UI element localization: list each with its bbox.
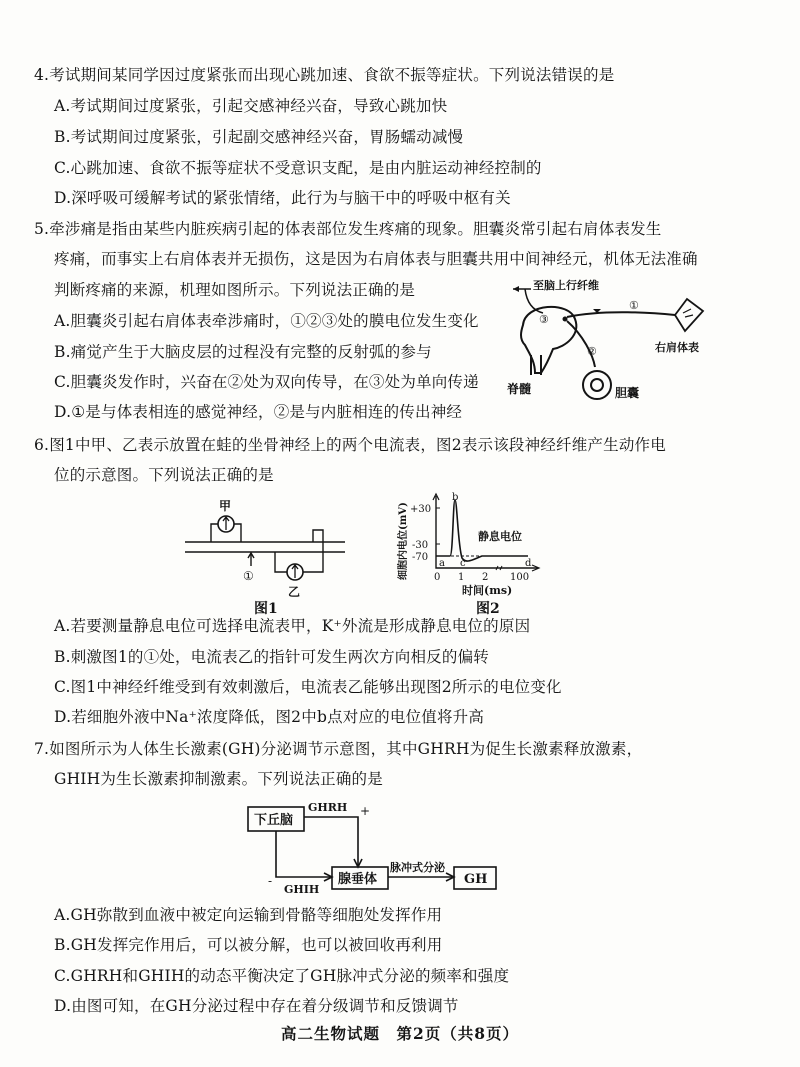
point-d: d xyxy=(525,558,532,569)
gh-label: GH xyxy=(464,872,488,887)
ghih-arrow xyxy=(276,831,330,877)
q5-stem-line-3: 判断疼痛的来源，机理如图所示。下列说法正确的是 xyxy=(54,281,416,299)
q4-option-c: C.心跳加速、食欲不振等症状不受意识支配，是由内脏运动神经控制的 xyxy=(54,159,542,177)
ghih-minus: - xyxy=(268,874,273,888)
shoulder-label: 右肩体表 xyxy=(655,341,699,354)
stim-mark: ① xyxy=(243,569,254,583)
q6-stem-line-1: 6.图1中甲、乙表示放置在蛙的坐骨神经上的两个电流表，图2表示该段神经纤维产生动作电 xyxy=(34,436,666,454)
pulse-label: 脉冲式分泌 xyxy=(390,861,445,874)
point-a: a xyxy=(439,558,445,569)
mark-3: ③ xyxy=(539,313,549,326)
ytick-minus30: -30 xyxy=(412,540,429,551)
gallbladder-outer xyxy=(583,371,611,399)
ghrh-plus: + xyxy=(360,804,371,818)
spinal-cord-label: 脊髓 xyxy=(507,382,532,396)
page-footer: 高二生物试题 第2页（共8页） xyxy=(280,1024,520,1043)
q7-stem-line-1: 7.如图所示为人体生长激素(GH)分泌调节示意图，其中GHRH为促生长激素释放激素， xyxy=(34,740,643,758)
ghih-label: GHIH xyxy=(284,883,320,896)
mark-2: ② xyxy=(587,345,597,358)
hypothalamus-label: 下丘脑 xyxy=(254,813,294,828)
q7-option-b: B.GH发挥完作用后，可以被分解，也可以被回收再利用 xyxy=(54,936,443,954)
q5-option-b: B.痛觉产生于大脑皮层的过程没有完整的反射弧的参与 xyxy=(54,343,432,361)
q6-stem-line-2: 位的示意图。下列说法正确的是 xyxy=(54,466,274,484)
fig1-caption: 图1 xyxy=(254,601,278,617)
fig2-xlabel: 时间(ms) xyxy=(462,584,513,597)
shoulder-fiber xyxy=(567,312,675,317)
gallbladder-label: 胆囊 xyxy=(615,386,640,400)
q6-option-a: A.若要测量静息电位可选择电流表甲，K⁺外流是形成静息电位的原因 xyxy=(54,617,531,635)
q5-referred-pain-diagram xyxy=(505,275,730,405)
q7-option-a: A.GH弥散到血液中被定向运输到骨骼等细胞处发挥作用 xyxy=(54,906,443,924)
xtick-100: 100 xyxy=(510,572,530,583)
q7-gh-regulation-diagram xyxy=(240,797,510,902)
q4-stem-line-1: 4.考试期间某同学因过度紧张而出现心跳加速、食欲不振等症状。下列说法错误的是 xyxy=(34,66,615,84)
pituitary-label: 腺垂体 xyxy=(338,872,378,887)
shoulder-skin-receptor xyxy=(675,299,703,331)
q4-option-a: A.考试期间过度紧张，引起交感神经兴奋，导致心跳加快 xyxy=(54,97,448,115)
fig2-caption: 图2 xyxy=(476,601,500,617)
q6-option-c: C.图1中神经纤维受到有效刺激后，电流表乙能够出现图2所示的电位变化 xyxy=(54,678,562,696)
ghrh-arrow xyxy=(304,817,358,865)
q5-option-a: A.胆囊炎引起右肩体表牵涉痛时，①②③处的膜电位发生变化 xyxy=(54,312,479,330)
ytick-plus30: +30 xyxy=(410,504,432,515)
q4-option-d: D.深呼吸可缓解考试的紧张情绪，此行为与脑干中的呼吸中枢有关 xyxy=(54,189,511,207)
visceral-fiber xyxy=(567,321,595,367)
q6-option-b: B.刺激图1的①处，电流表乙的指针可发生两次方向相反的偏转 xyxy=(54,648,489,666)
q5-stem-line-1: 5.牵涉痛是指由某些内脏疾病引起的体表部位发生疼痛的现象。胆囊炎常引起右肩体表发生 xyxy=(34,220,662,238)
nerve-fiber xyxy=(185,542,345,552)
xtick-2: 2 xyxy=(482,572,489,583)
upward-fiber-arrowhead xyxy=(513,286,519,292)
q5-option-d: D.①是与体表相连的感觉神经，②是与内脏相连的传出神经 xyxy=(54,403,463,421)
meter-b-label: 乙 xyxy=(288,585,301,599)
q7-option-d: D.由图可知，在GH分泌过程中存在着分级调节和反馈调节 xyxy=(54,997,459,1015)
ghrh-label: GHRH xyxy=(308,801,348,814)
ytick-minus70: -70 xyxy=(412,552,429,563)
q6-option-d: D.若细胞外液中Na⁺浓度降低，图2中b点对应的电位值将升高 xyxy=(54,708,485,726)
q7-option-c: C.GHRH和GHIH的动态平衡决定了GH脉冲式分泌的频率和强度 xyxy=(54,967,510,985)
fig2-ylabel: 细胞内电位(mV) xyxy=(398,502,409,580)
resting-label: 静息电位 xyxy=(478,530,522,543)
mark-1: ① xyxy=(629,299,639,312)
point-b: b xyxy=(452,492,459,503)
point-c: c xyxy=(460,558,466,569)
fig1-nerve-meters xyxy=(185,500,355,600)
q5-stem-line-2: 疼痛，而事实上右肩体表并无损伤，这是因为右肩体表与胆囊共用中间神经元，机体无法准确 xyxy=(54,250,698,268)
fig2-action-potential-graph xyxy=(392,490,552,600)
upward-fiber-label: 至脑上行纤维 xyxy=(533,279,599,292)
q4-option-b: B.考试期间过度紧张，引起副交感神经兴奋，胃肠蠕动减慢 xyxy=(54,128,464,146)
q7-stem-line-2: GHIH为生长激素抑制激素。下列说法正确的是 xyxy=(54,770,383,788)
meter-a-label: 甲 xyxy=(219,500,232,513)
q5-option-c: C.胆囊炎发作时，兴奋在②处为双向传导，在③处为单向传递 xyxy=(54,373,479,391)
xtick-0: 0 xyxy=(434,572,441,583)
xtick-1: 1 xyxy=(458,572,465,583)
